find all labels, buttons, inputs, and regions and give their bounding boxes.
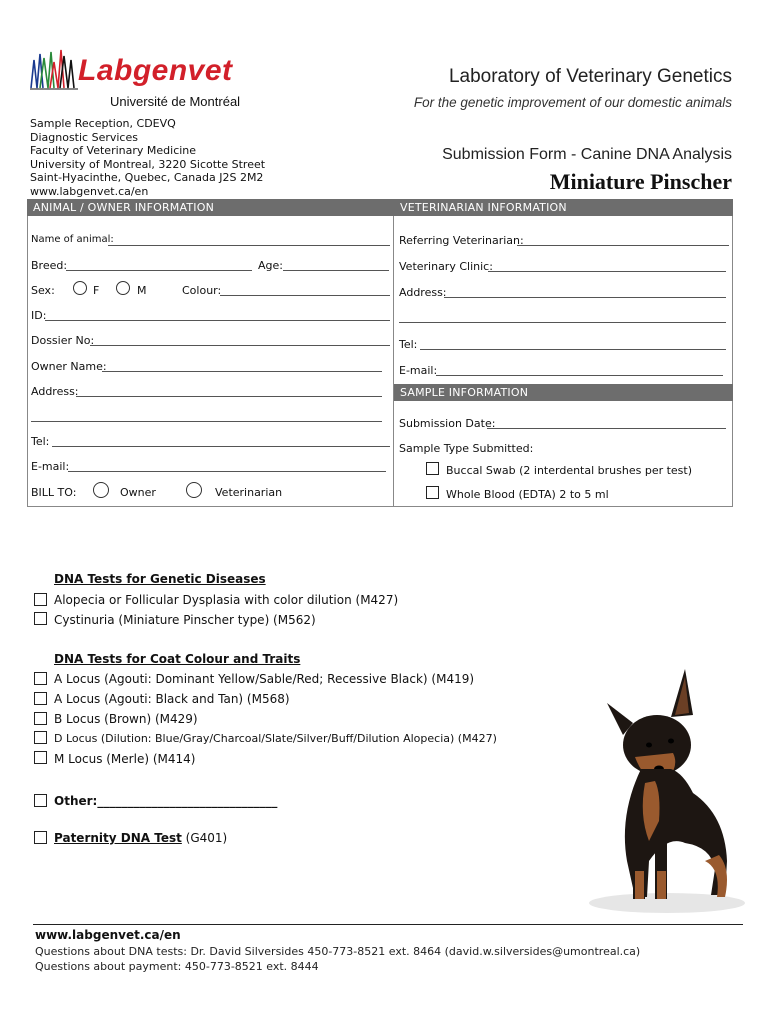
test-alopecia: Alopecia or Follicular Dysplasia with color dilution (M427)	[54, 593, 399, 607]
colour-label: Colour:	[182, 284, 222, 297]
footer-url-link[interactable]: www.labgenvet.ca/en	[35, 928, 181, 942]
sample-type-label: Sample Type Submitted:	[399, 442, 534, 455]
referring-vet-field[interactable]	[517, 245, 729, 246]
paternity-test	[54, 831, 227, 845]
test-d-locus: D Locus (Dilution: Blue/Gray/Charcoal/Slate/Silver/Buff/Dilution Alopecia) (M427)	[54, 732, 497, 745]
owner-email-label: E-mail:	[31, 460, 70, 473]
billto-owner-radio[interactable]	[93, 482, 109, 498]
veterinarian-header: VETERINARIAN INFORMATION	[394, 199, 733, 216]
owner-address-label: Address:	[31, 385, 79, 398]
vet-clinic-field[interactable]	[488, 271, 726, 272]
sex-f-radio[interactable]	[73, 281, 87, 295]
owner-address-field-2[interactable]	[31, 421, 382, 422]
test-b-locus: B Locus (Brown) (M429)	[54, 712, 198, 726]
test-checkbox-a-locus-2[interactable]	[34, 692, 47, 705]
submission-date-field[interactable]	[487, 428, 726, 429]
traits-heading: DNA Tests for Coat Colour and Traits	[54, 652, 301, 666]
test-checkbox-a-locus-1[interactable]	[34, 672, 47, 685]
address-line: Diagnostic Services	[30, 130, 138, 144]
paternity-code: (G401)	[185, 831, 228, 845]
test-a-locus-black-tan: A Locus (Agouti: Black and Tan) (M568)	[54, 692, 290, 706]
owner-tel-field[interactable]	[52, 446, 390, 447]
paternity-label: Paternity DNA Test	[54, 831, 182, 845]
sex-m-radio[interactable]	[116, 281, 130, 295]
animal-owner-header: ANIMAL / OWNER INFORMATION	[27, 199, 394, 216]
whole-blood-checkbox[interactable]	[426, 486, 439, 499]
owner-name-field[interactable]	[102, 371, 382, 372]
test-checkbox-cystinuria[interactable]	[34, 612, 47, 625]
buccal-swab-checkbox[interactable]	[426, 462, 439, 475]
address-line: Sample Reception, CDEVQ	[30, 117, 176, 130]
address-line: University of Montreal, 3220 Sicotte Street	[30, 157, 266, 171]
owner-tel-label: Tel:	[31, 435, 50, 448]
test-m-locus: M Locus (Merle) (M414)	[54, 752, 196, 766]
owner-address-field[interactable]	[76, 396, 382, 397]
owner-email-field[interactable]	[68, 471, 386, 472]
billto-owner-label: Owner	[120, 486, 156, 499]
test-checkbox-alopecia[interactable]	[34, 593, 47, 606]
vet-email-label: E-mail:	[399, 364, 438, 377]
dossier-label: Dossier No:	[31, 334, 95, 347]
age-label: Age:	[258, 259, 283, 272]
form-title: Submission Form - Canine DNA Analysis	[442, 146, 732, 163]
address-line: Saint-Hyacinthe, Quebec, Canada J2S 2M2	[30, 171, 264, 185]
dossier-field[interactable]	[90, 345, 390, 346]
billto-vet-radio[interactable]	[186, 482, 202, 498]
address-line: Faculty of Veterinary Medicine	[30, 144, 197, 158]
vet-clinic-label: Veterinary Clinic:	[399, 260, 493, 273]
dna-peaks-icon	[30, 48, 80, 92]
billto-label: BILL TO:	[31, 486, 77, 499]
id-field[interactable]	[45, 320, 390, 321]
test-checkbox-d-locus[interactable]	[34, 731, 47, 744]
footer-questions-tests: Questions about DNA tests: Dr. David Silversides 450-773-8521 ext. 8464 (david.w.silversides@umontreal.ca)	[35, 945, 641, 958]
test-checkbox-b-locus[interactable]	[34, 712, 47, 725]
sex-m-label: M	[137, 284, 147, 297]
test-a-locus-dominant: A Locus (Agouti: Dominant Yellow/Sable/Red; Recessive Black) (M419)	[54, 672, 475, 686]
vet-tel-label: Tel:	[399, 338, 418, 351]
breed-label: Breed:	[31, 259, 68, 272]
sample-info-header: SAMPLE INFORMATION	[394, 384, 733, 401]
buccal-swab-label: Buccal Swab (2 interdental brushes per test)	[446, 464, 693, 477]
age-field[interactable]	[283, 270, 389, 271]
colour-field[interactable]	[220, 295, 390, 296]
address-link[interactable]: www.labgenvet.ca/en	[30, 184, 149, 198]
column-divider	[393, 199, 394, 507]
submission-date-label: Submission Date:	[399, 417, 496, 430]
lab-title: Laboratory of Veterinary Genetics	[448, 66, 732, 87]
miniature-pinscher-photo	[575, 665, 750, 920]
animal-name-label: Name of animal:	[31, 234, 114, 245]
id-label: ID:	[31, 309, 47, 322]
lab-tagline: For the genetic improvement of our domestic animals	[413, 95, 732, 110]
vet-address-label: Address:	[399, 286, 447, 299]
breed-title: Miniature Pinscher	[549, 169, 732, 194]
labgenvet-logo	[30, 48, 245, 112]
logo-subtitle: Université de Montréal	[110, 94, 241, 109]
animal-name-field[interactable]	[108, 245, 390, 246]
test-checkbox-other[interactable]	[34, 794, 47, 807]
footer-divider	[33, 924, 743, 925]
billto-vet-label: Veterinarian	[215, 486, 283, 499]
sex-label: Sex:	[31, 284, 55, 297]
logo-text: Labgenvet	[78, 54, 233, 87]
test-cystinuria: Cystinuria (Miniature Pinscher type) (M562)	[54, 613, 316, 627]
sex-f-label: F	[93, 284, 100, 297]
other-test-field[interactable]: Other:______________________________	[54, 794, 278, 808]
lab-address	[30, 117, 265, 199]
test-checkbox-paternity[interactable]	[34, 831, 47, 844]
vet-address-field[interactable]	[444, 297, 726, 298]
owner-name-label: Owner Name:	[31, 360, 107, 373]
referring-vet-label: Referring Veterinarian:	[399, 234, 524, 247]
vet-address-field-2[interactable]	[399, 322, 726, 323]
diseases-heading: DNA Tests for Genetic Diseases	[54, 572, 266, 586]
vet-email-field[interactable]	[436, 375, 723, 376]
whole-blood-label: Whole Blood (EDTA) 2 to 5 ml	[446, 488, 609, 501]
vet-tel-field[interactable]	[420, 349, 726, 350]
footer-questions-payment: Questions about payment: 450-773-8521 ext. 8444	[35, 960, 319, 973]
test-checkbox-m-locus[interactable]	[34, 751, 47, 764]
breed-field[interactable]	[66, 270, 252, 271]
